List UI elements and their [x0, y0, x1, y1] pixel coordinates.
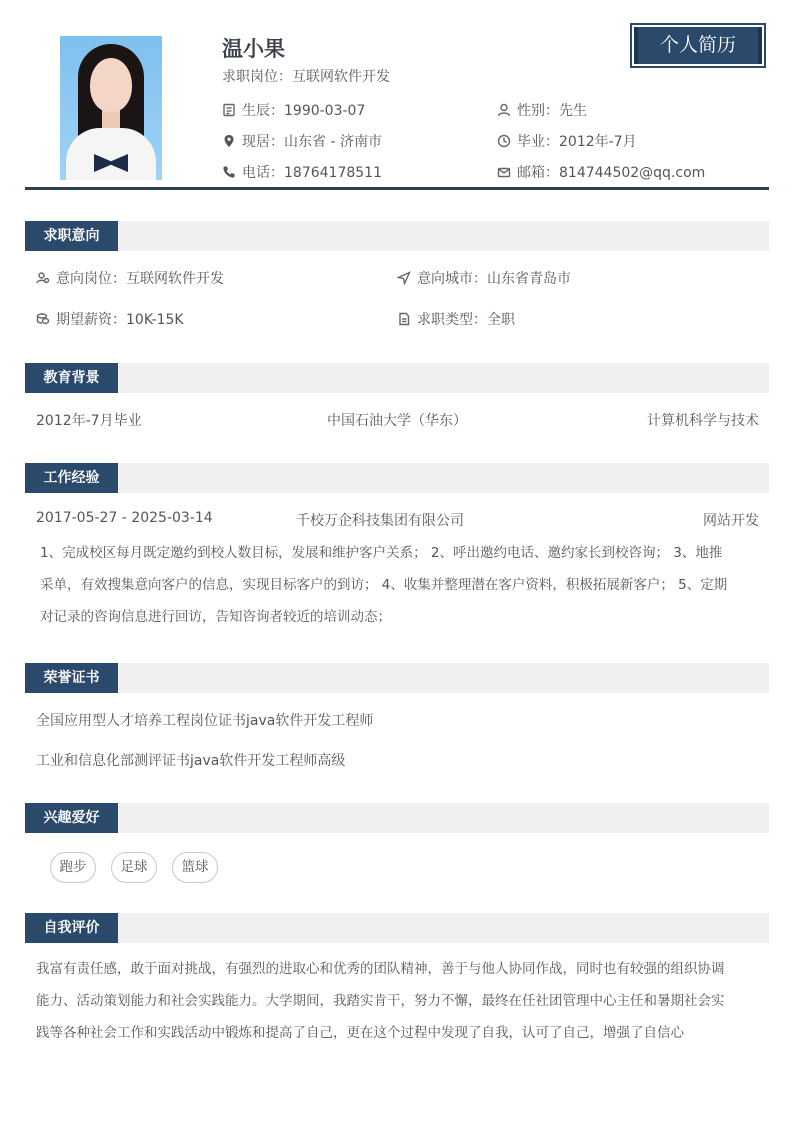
- work-role: 网站开发: [703, 513, 759, 529]
- info-email: [497, 162, 705, 182]
- section-education: [25, 363, 769, 393]
- info-phone: [222, 162, 382, 182]
- honor-item: 全国应用型人才培养工程岗位证书java软件开发工程师: [36, 713, 374, 729]
- work-description-line: 1、完成校区每月既定邀约到校人数目标，发展和维护客户关系； 2、呼出邀约电话、邀约家长到校咨询； 3、地推: [40, 545, 723, 561]
- location-pin-icon: [222, 134, 236, 148]
- section-title: 自我评价: [25, 913, 118, 943]
- section-title: 求职意向: [25, 221, 118, 251]
- residence-text: 现居：山东省 - 济南市: [242, 134, 382, 150]
- intent-type-text: 求职类型：全职: [417, 312, 515, 328]
- mailbox-icon: [497, 165, 511, 179]
- info-graduation: [497, 131, 637, 151]
- intent-salary: [36, 309, 184, 329]
- intent-salary-text: 期望薪资：10K-15K: [56, 312, 184, 328]
- clock-icon: [497, 134, 511, 148]
- section-hobbies: [25, 803, 769, 833]
- section-self-eval: [25, 913, 769, 943]
- section-honors: [25, 663, 769, 693]
- info-residence: [222, 131, 382, 151]
- user-group-icon: [36, 271, 50, 285]
- phone-text: 电话：18764178511: [242, 165, 382, 181]
- work-description: [40, 537, 760, 633]
- education-school: 中国石油大学（华东）: [327, 413, 467, 429]
- intent-position-text: 意向岗位：互联网软件开发: [56, 271, 224, 287]
- phone-icon: [222, 165, 236, 179]
- info-gender: [497, 100, 587, 120]
- calendar-icon: [222, 103, 236, 117]
- self-eval-line: 能力、活动策划能力和社会实践能力。大学期间，我踏实肯干，努力不懈，最终在任社团管理中心主任和暑期社会实: [36, 993, 725, 1009]
- education-major: 计算机科学与技术: [647, 413, 759, 429]
- info-birth: [222, 100, 365, 120]
- intent-type: [397, 309, 515, 329]
- section-title: 兴趣爱好: [25, 803, 118, 833]
- profile-photo: [60, 36, 162, 180]
- resume-header: [25, 0, 769, 190]
- self-eval-text: [36, 953, 756, 1049]
- person-icon: [497, 103, 511, 117]
- section-intent: [25, 221, 769, 251]
- gender-text: 性别：先生: [517, 103, 587, 119]
- education-date: 2012年-7月毕业: [36, 413, 142, 429]
- section-title: 荣誉证书: [25, 663, 118, 693]
- work-description-line: 采单，有效搜集意向客户的信息，实现目标客户的到访； 4、收集并整理潜在客户资料，积极拓展新客户； 5、定期: [40, 577, 728, 593]
- work-date: 2017-05-27 - 2025-03-14: [36, 510, 213, 526]
- work-company: 千校万企科技集团有限公司: [296, 513, 464, 529]
- section-work: [25, 463, 769, 493]
- intent-city: [397, 268, 571, 288]
- honor-item: 工业和信息化部测评证书java软件开发工程师高级: [36, 753, 346, 769]
- section-title: 教育背景: [25, 363, 118, 393]
- candidate-name: 温小果: [222, 37, 285, 61]
- email-text: 邮箱：814744502@qq.com: [517, 165, 706, 181]
- self-eval-line: 我富有责任感，敢于面对挑战，有强烈的进取心和优秀的团队精神，善于与他人协同作战，同时也有较强的组织协调: [36, 961, 725, 977]
- birth-text: 生辰：1990-03-07: [242, 103, 366, 119]
- navigation-arrow-icon: [397, 271, 411, 285]
- graduation-text: 毕业：2012年-7月: [517, 134, 637, 150]
- hobby-tag: 跑步: [50, 852, 96, 883]
- hobby-tag: 篮球: [172, 852, 218, 883]
- hobby-tag: 足球: [111, 852, 157, 883]
- document-icon: [397, 312, 411, 326]
- section-title: 工作经验: [25, 463, 118, 493]
- intent-city-text: 意向城市：山东省青岛市: [417, 271, 571, 287]
- work-description-line: 对记录的咨询信息进行回访，告知咨询者较近的培训动态；: [40, 609, 391, 625]
- coins-icon: [36, 312, 50, 326]
- self-eval-line: 践等各种社会工作和实践活动中锻炼和提高了自己，更在这个过程中发现了自我，认可了自己，增强了自信心: [36, 1025, 684, 1041]
- resume-badge: 个人简历: [634, 27, 762, 64]
- job-target: 求职岗位：互联网软件开发: [222, 69, 390, 85]
- intent-position: [36, 268, 224, 288]
